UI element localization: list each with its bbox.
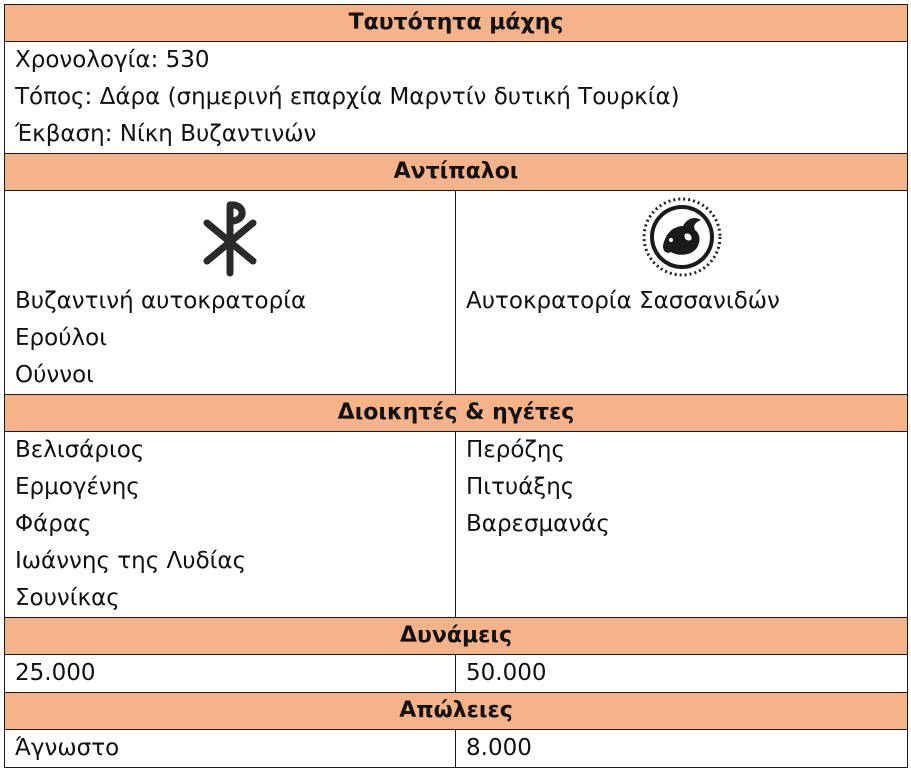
identity-header-row <box>5 5 908 42</box>
strength-row <box>5 655 908 693</box>
commander-left-item: Σουνίκας <box>15 585 120 611</box>
identity-cell <box>5 42 908 154</box>
commanders-row <box>5 432 908 618</box>
opponent-left-item: Ούννοι <box>15 362 94 388</box>
opponent-left-item: Ερούλοι <box>15 325 107 351</box>
losses-header: Απώλειες <box>5 693 908 730</box>
commander-right-item: Πιτυάξης <box>466 474 575 500</box>
outcome-text: Έκβαση: Νίκη Βυζαντινών <box>15 121 317 147</box>
opponents-right-cell <box>456 191 908 395</box>
losses-header-row <box>5 693 908 730</box>
commanders-header-row <box>5 395 908 432</box>
identity-row <box>5 42 908 154</box>
opponents-header: Αντίπαλοι <box>5 154 908 191</box>
place-text: Τόπος: Δάρα (σημερινή επαρχία Μαρντίν δυτική Τουρκία) <box>15 84 680 110</box>
opponents-left-cell <box>5 191 456 395</box>
commander-left-item: Βελισάριος <box>15 437 145 463</box>
commander-left-item: Φάρας <box>15 511 92 537</box>
opponent-right-item: Αυτοκρατορία Σασσανιδών <box>466 288 780 314</box>
commanders-right-cell <box>456 432 908 618</box>
losses-row <box>5 730 908 768</box>
opponent-left-item: Βυζαντινή αυτοκρατορία <box>15 288 307 314</box>
commanders-header: Διοικητές & ηγέτες <box>5 395 908 432</box>
right-emblem-container <box>466 191 897 283</box>
commander-right-item: Βαρεσμανάς <box>466 511 610 537</box>
battle-infobox-table <box>4 4 908 768</box>
chronology-text: Χρονολογία: 530 <box>15 47 210 73</box>
commander-right-item: Περόζης <box>466 437 565 463</box>
strength-right-cell: 50.000 <box>456 655 908 693</box>
left-emblem-container <box>15 191 445 283</box>
commander-left-item: Ερμογένης <box>15 474 140 500</box>
chi-rho-icon <box>195 197 265 277</box>
strength-left-cell: 25.000 <box>5 655 456 693</box>
losses-right-cell: 8.000 <box>456 730 908 768</box>
opponents-header-row <box>5 154 908 191</box>
sassanid-simurgh-emblem-icon <box>641 196 723 278</box>
commander-left-item: Ιωάννης της Λυδίας <box>15 548 247 574</box>
strength-header-row <box>5 618 908 655</box>
opponents-row <box>5 191 908 395</box>
strength-header: Δυνάμεις <box>5 618 908 655</box>
identity-header: Ταυτότητα μάχης <box>5 5 908 42</box>
losses-left-cell: Άγνωστο <box>5 730 456 768</box>
commanders-left-cell <box>5 432 456 618</box>
